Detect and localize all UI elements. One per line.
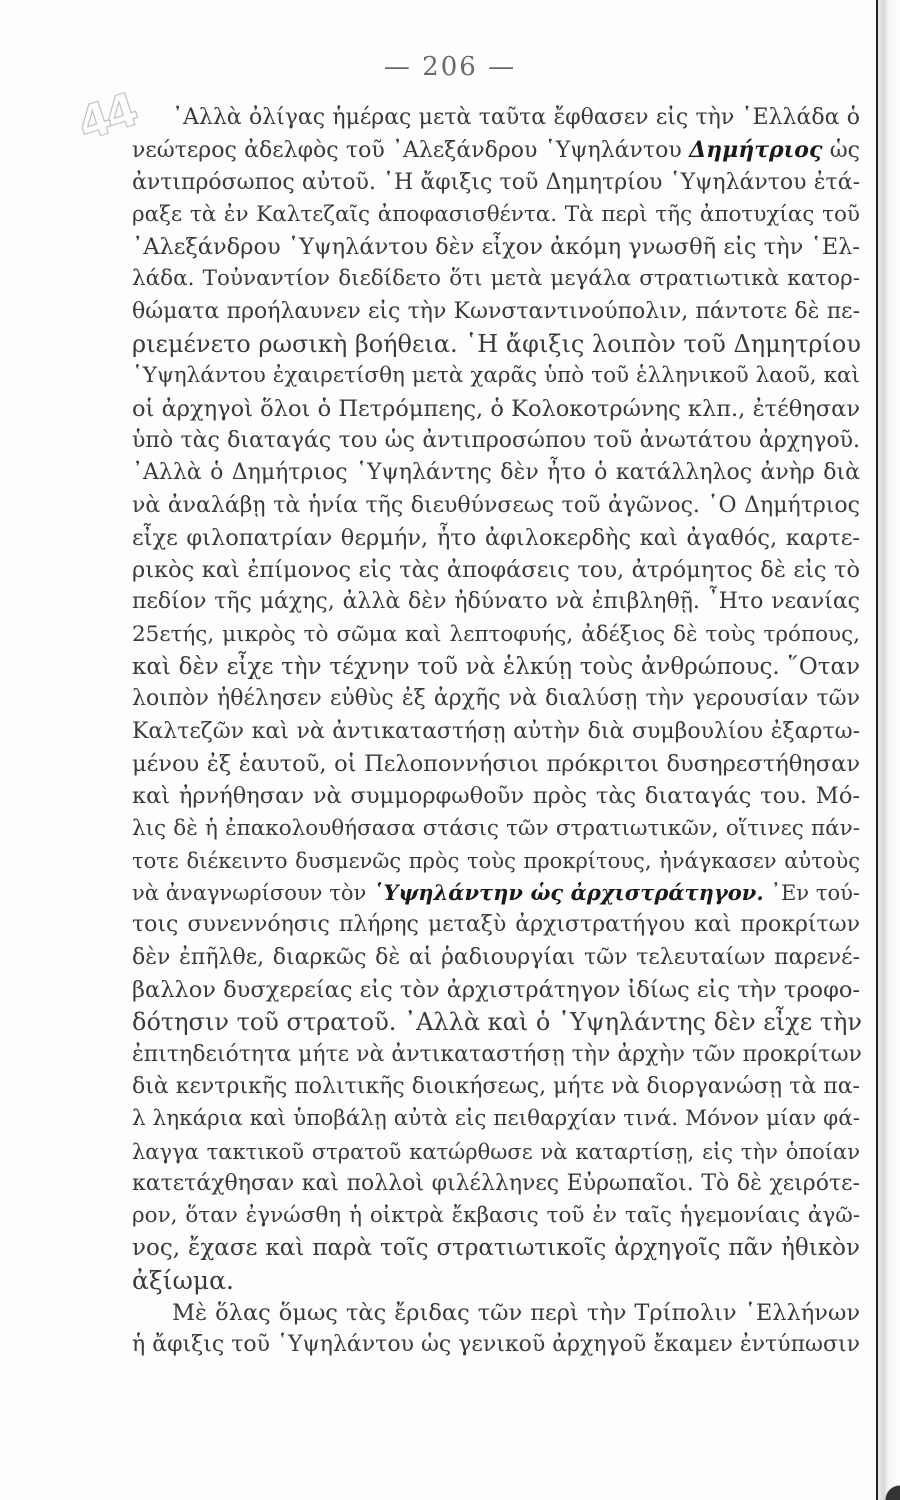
text-line: τοτε διέκειντο δυσμενῶς πρὸς τοὺς προκρίτους, ἠνάγκασεν αὐτοὺς bbox=[132, 848, 860, 873]
text-line: λάδα. Τοὐναντίον διεδίδετο ὅτι μετὰ μεγάλα στρατιωτικὰ κατορ- bbox=[132, 266, 860, 292]
text-line: ρον, ὅταν ἐγνώσθη ἡ οἰκτρὰ ἔκβασις τοῦ ἐν ταῖς ἡγεμονίαις ἀγῶ- bbox=[132, 1203, 860, 1229]
text-line: μένου ἐξ ἑαυτοῦ, οἱ Πελοποννήσιοι πρόκριτοι δυσηρεστήθησαν bbox=[132, 750, 860, 777]
handwritten-mark: 44 bbox=[71, 82, 141, 152]
text-line: Μὲ ὅλας ὅμως τὰς ἔριδας τῶν περὶ τὴν Τρίπολιν ῾Ελλήνων bbox=[172, 1299, 860, 1326]
body-text bbox=[132, 102, 860, 1362]
text-line: τοις συνεννόησις πλήρης μεταξὺ ἀρχιστρατήγου καὶ προκρίτων bbox=[132, 912, 860, 938]
text-line: δὲν ἐπῆλθε, διαρκῶς δὲ αἱ ῥαδιουργίαι τῶν τελευταίων παρενέ- bbox=[132, 944, 860, 970]
emphasized-text: ῾Υψηλάντην ὡς ἀρχιστράτηγον. bbox=[373, 880, 764, 906]
text-line: καὶ δὲν εἶχε τὴν τέχνην τοῦ νὰ ἑλκύῃ τοὺς ἀνθρώπους. ῞Οταν bbox=[132, 654, 860, 681]
text-line: ἀξίωμα. bbox=[132, 1265, 234, 1295]
text-line: πεδίον τῆς μάχης, ἀλλὰ δὲν ἠδύνατο νὰ ἐπιβληθῇ. ῏Ητο νεανίας bbox=[132, 589, 860, 615]
page-corner-shadow bbox=[855, 1455, 900, 1500]
text-line: κατετάχθησαν καὶ πολλοὶ φιλέλληνες Εὐρωπαῖοι. Τὸ δὲ χειρότε- bbox=[132, 1170, 860, 1196]
text-line: λαγγα τακτικοῦ στρατοῦ κατώρθωσε νὰ καταρτίσῃ, εἰς τὴν ὁποίαν bbox=[132, 1139, 860, 1164]
text-line: νος, ἔχασε καὶ παρὰ τοῖς στρατιωτικοῖς ἀρχηγοῖς πᾶν ἠθικὸν bbox=[132, 1235, 860, 1262]
text-line: ρικὸς καὶ ἐπίμονος εἰς τὰς ἀποφάσεις του, ἀτρόμητος δὲ εἰς τὸ bbox=[132, 557, 860, 584]
text-line: ἡ ἄφιξις τοῦ ῾Υψηλάντου ὡς γενικοῦ ἀρχηγοῦ ἔκαμεν ἐντύπωσιν bbox=[132, 1332, 860, 1358]
text-line: 25ετής, μικρὸς τὸ σῶμα καὶ λεπτοφυής, ἀδέξιος δὲ τοὺς τρόπους, bbox=[132, 621, 860, 647]
text-line: βαλλον δυσχερείας εἰς τὸν ἀρχιστράτηγον ἰδίως εἰς τὴν τροφο- bbox=[132, 977, 860, 1004]
text-line: νὰ ἀναλάβῃ τὰ ἡνία τῆς διευθύνσεως τοῦ ἀγῶνος. ῾Ο Δημήτριος bbox=[132, 492, 860, 518]
text-line: λις δὲ ἡ ἐπακολουθήσασα στάσις τῶν στρατιωτικῶν, οἵτινες πάν- bbox=[132, 815, 860, 841]
text-line: ὑπὸ τὰς διαταγάς του ὡς ἀντιπροσώπου τοῦ ἀνωτάτου ἀρχηγοῦ. bbox=[132, 427, 860, 453]
page-number: — 206 — bbox=[383, 52, 517, 82]
text-line: ραξε τὰ ἐν Καλτεζαῖς ἀποφασισθέντα. Τὰ περὶ τῆς ἀποτυχίας τοῦ bbox=[132, 201, 860, 227]
text-line: ῾Υψηλάντου ἐχαιρετίσθη μετὰ χαρᾶς ὑπὸ τοῦ ἑλληνικοῦ λαοῦ, καὶ bbox=[132, 363, 860, 389]
text-line: οἱ ἀρχηγοὶ ὅλοι ὁ Πετρόμπεης, ὁ Κολοκοτρώνης κλπ., ἐτέθησαν bbox=[132, 395, 860, 422]
text-line: εἶχε φιλοπατρίαν θερμήν, ἦτο ἀφιλοκερδὴς καὶ ἀγαθός, καρτε- bbox=[132, 524, 860, 551]
text-line: ἀντιπρόσωπος αὐτοῦ. ῾Η ἄφιξις τοῦ Δημητρίου ῾Υψηλάντου ἐτά- bbox=[132, 169, 860, 195]
text-line: διὰ κεντρικῆς πολιτικῆς διοικήσεως, μήτε νὰ διοργανώσῃ τὰ πα- bbox=[132, 1073, 860, 1099]
text-line: λ ληκάρια καὶ ὑποβάλῃ αὐτὰ εἰς πειθαρχίαν τινά. Μόνον μίαν φά- bbox=[132, 1106, 860, 1132]
text-line: Καλτεζῶν καὶ νὰ ἀντικαταστήσῃ αὐτὴν διὰ συμβουλίου ἐξαρτω- bbox=[132, 718, 860, 744]
text-line: λοιπὸν ἠθέλησεν εὐθὺς ἐξ ἀρχῆς νὰ διαλύσῃ τὴν γερουσίαν τῶν bbox=[132, 686, 860, 712]
text-line: καὶ ἠρνήθησαν νὰ συμμορφωθοῦν πρὸς τὰς διαταγάς του. Μό- bbox=[132, 783, 860, 810]
text-line: ᾿Αλλὰ ὁ Δημήτριος ῾Υψηλάντης δὲν ἦτο ὁ κατάλληλος ἀνὴρ διὰ bbox=[132, 460, 860, 486]
text-line: θώματα προήλαυνεν εἰς τὴν Κωνσταντινούπολιν, πάντοτε δὲ πε- bbox=[132, 298, 860, 324]
text-line: νεώτερος ἀδελφὸς τοῦ ᾿Αλεξάνδρου ῾Υψηλάντου Δημήτριος ὡς bbox=[132, 137, 860, 164]
text-line: ᾿Αλεξάνδρου ῾Υψηλάντου δὲν εἶχον ἀκόμη γνωσθῆ εἰς τὴν ῾Ελ- bbox=[132, 234, 860, 261]
text-line: δότησιν τοῦ στρατοῦ. ᾿Αλλὰ καὶ ὁ ῾Υψηλάντης δὲν εἶχε τὴν bbox=[132, 1008, 862, 1037]
text-line: ριεμένετο ρωσικὴ βοήθεια. ῾Η ἄφιξις λοιπὸν τοῦ Δημητρίου bbox=[132, 330, 861, 359]
text-line: ᾿Αλλὰ ὀλίγας ἡμέρας μετὰ ταῦτα ἔφθασεν εἰς τὴν ῾Ελλάδα ὁ bbox=[172, 105, 860, 130]
text-line: ἐπιτηδειότητα μήτε νὰ ἀντικαταστήσῃ τὴν ἀρχὴν τῶν προκρίτων bbox=[132, 1041, 862, 1067]
text-line: νὰ ἀναγνωρίσουν τὸν ῾Υψηλάντην ὡς ἀρχιστράτηγον. ᾿Εν τού- bbox=[132, 880, 860, 906]
emphasized-text: Δημήτριος bbox=[689, 137, 823, 164]
page-right-edge bbox=[876, 0, 900, 1500]
